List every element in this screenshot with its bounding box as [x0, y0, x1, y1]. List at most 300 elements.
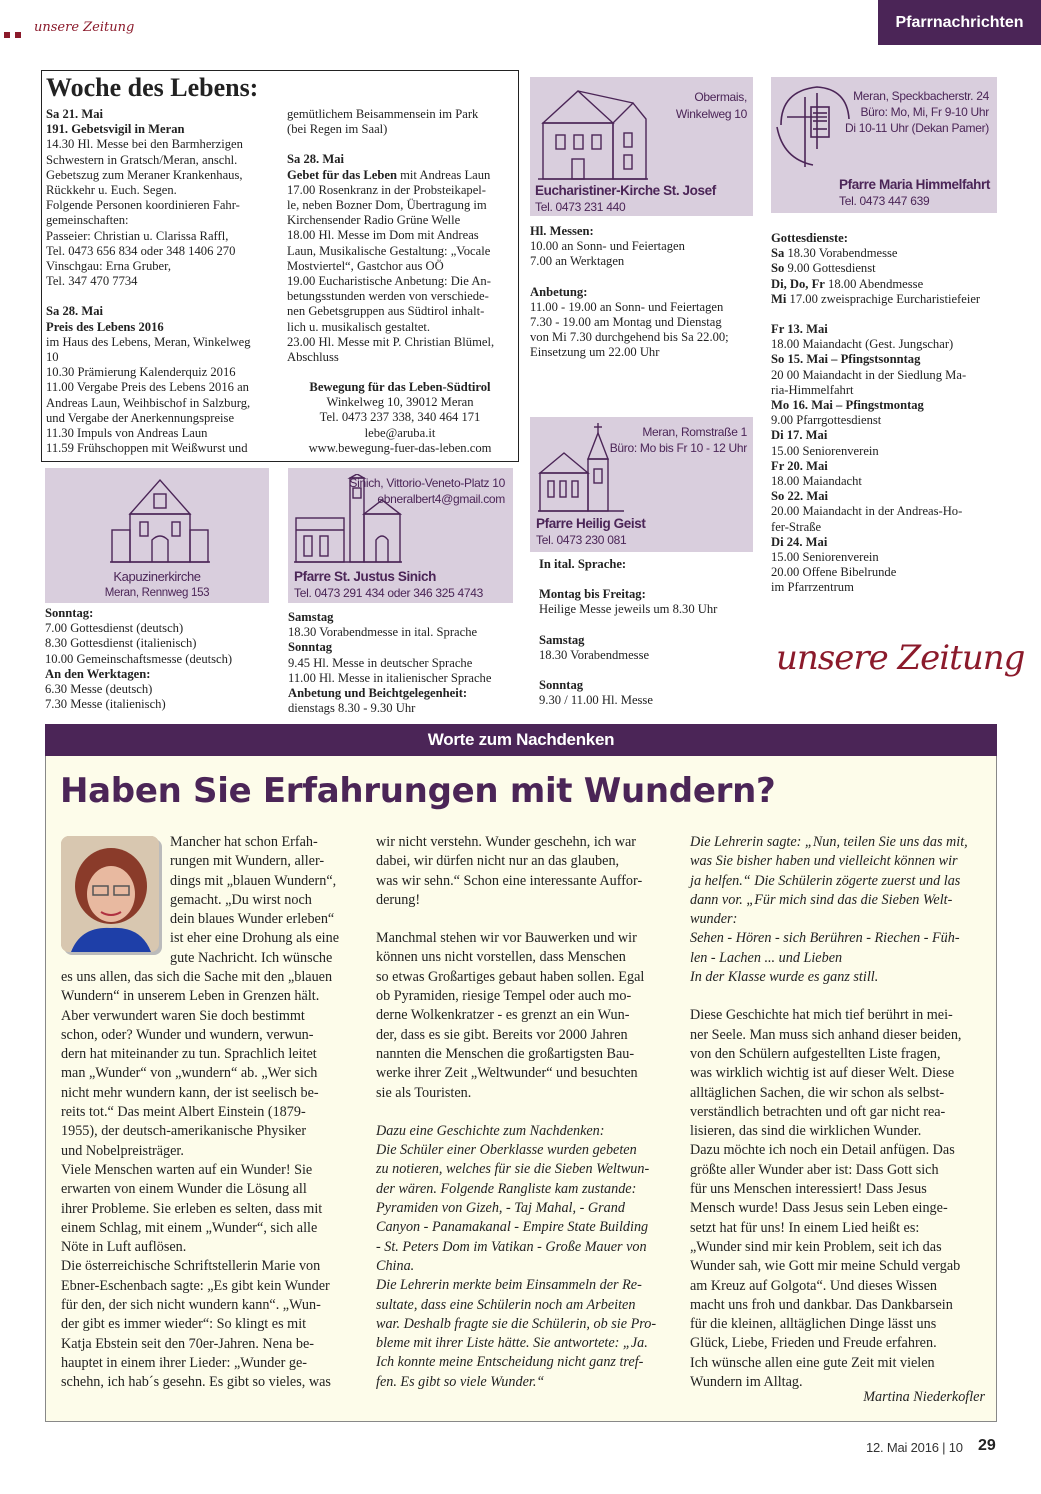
plain-text: Abschluss [287, 350, 339, 365]
plain-text: lich u. musikalisch gestaltet. [287, 319, 431, 334]
text-line [690, 1334, 985, 1353]
plain-text: Dazu möchte ich noch ein Detail anfügen. Das [690, 1142, 955, 1159]
himmelfahrt-box [771, 77, 997, 213]
text-line [771, 535, 997, 550]
text-line [376, 833, 671, 852]
kapuziner-name: Kapuzinerkirche [113, 569, 201, 584]
text-line [46, 213, 270, 228]
text-line [690, 1238, 985, 1257]
text-line [287, 289, 513, 304]
text-line [690, 929, 985, 948]
bold-text: Montag bis Freitag: [539, 587, 646, 602]
bold-text: Anbetung: [530, 284, 588, 299]
plain-text: 19.00 Eucharistische Anbetung: Die An- [287, 274, 491, 289]
text-line [690, 1122, 985, 1141]
plain-text: und Vergabe der Anerkennungspreise [46, 410, 235, 425]
plain-text: ner Seele. Man muss sich anhand dieser beiden, [690, 1026, 962, 1043]
plain-text: der, dass es sie gibt. Bereits vor 2000 Jahren [376, 1026, 628, 1043]
page-number: 29 [978, 1437, 996, 1454]
italic-text: fen. Es gibt so viele Wunder.“ [376, 1373, 545, 1390]
unsere-zeitung-logo: unsere Zeitung [776, 638, 1025, 678]
text-line [690, 1084, 985, 1103]
plain-text: Schwestern in Gratsch/Meran, anschl. [46, 152, 238, 167]
plain-text: gemütlichem Beisammensein im Park [287, 107, 479, 121]
text-line [690, 833, 985, 852]
text-line [287, 168, 513, 183]
text-line [376, 929, 671, 948]
text-line [46, 107, 270, 122]
bold-text: Sonntag [288, 640, 333, 655]
text-line [46, 183, 270, 198]
article-column-2 [376, 833, 671, 1392]
text-line [288, 686, 514, 701]
text-line [771, 398, 997, 413]
plain-text: 15.00 Seniorenverein [771, 550, 879, 565]
kapuziner-address: Meran, Rennweg 153 [104, 587, 210, 599]
bold-text: Fr 13. Mai [771, 322, 828, 337]
plain-text: im Haus des Lebens, Meran, Winkelweg [46, 334, 251, 349]
text-line [539, 648, 754, 663]
geist-schedule [539, 557, 754, 708]
plain-text: wir nicht verstehn. Wunder geschehn, ich war [376, 834, 636, 850]
plain-text: 20 00 Maiandacht in der Siedlung Ma- [771, 367, 967, 382]
text-line [288, 625, 514, 640]
plain-text: Ich wünsche allen eine gute Zeit mit vielen [690, 1354, 935, 1371]
text-line [690, 872, 985, 891]
text-line [530, 315, 755, 330]
italic-text: Ich konnte meine Entscheidung nicht ganz tref- [376, 1354, 644, 1371]
plain-text: 14.30 Hl. Messe bei den Barmherzigen [46, 137, 243, 152]
text-line [376, 1045, 671, 1064]
text-line: Mancher hat schon Erfah- [170, 834, 318, 850]
bold-text: Di, Do, Fr [771, 276, 825, 291]
text-line [287, 107, 513, 122]
text-line [771, 368, 997, 383]
text-line [539, 633, 754, 648]
text-line [45, 682, 270, 697]
header-dots [4, 27, 26, 42]
text-line [46, 198, 270, 213]
justus-email: ebneralbert4@gmail.com [377, 492, 505, 506]
text-line [690, 852, 985, 871]
justus-schedule [288, 610, 514, 716]
plain-text: 18.00 Maiandacht [771, 474, 862, 489]
text-line [45, 667, 270, 682]
plain-text: 17.00 Rosenkranz in der Probsteikapel- [287, 182, 487, 197]
text-line: Aber verwundert waren Sie doch bestimmt [61, 1007, 305, 1024]
plain-text: 15.00 Seniorenverein [771, 443, 879, 458]
text-line [771, 337, 997, 352]
plain-text: 7.00 Gottesdienst (deutsch) [45, 621, 184, 636]
text-line [46, 168, 270, 183]
bold-text: Sa 28. Mai [287, 152, 345, 167]
text-line [46, 274, 270, 289]
justus-phone: Tel. 0473 291 434 oder 346 325 4743 [294, 586, 484, 600]
text-line [376, 1141, 671, 1160]
text-line [46, 137, 270, 152]
plain-text: 11.59 Frühschoppen mit Weißwurst und [46, 441, 248, 456]
article-author: Martina Niederkofler [863, 1389, 985, 1405]
text-line [690, 1103, 985, 1122]
text-line [287, 152, 513, 167]
plain-text: dabei, wir dürfen nicht nur an das glauben, [376, 853, 620, 870]
plain-text: 9.30 / 11.00 Hl. Messe [539, 693, 653, 708]
text-line [771, 459, 997, 474]
text-line [376, 968, 671, 987]
plain-text: sie als Touristen. [376, 1084, 472, 1101]
text-line [530, 239, 755, 254]
text-line [287, 350, 513, 365]
text-line [690, 1277, 985, 1296]
italic-text: China. [376, 1257, 415, 1274]
plain-text: lisieren, das sind die wirklichen Wunder. [690, 1123, 922, 1140]
plain-text: für uns Menschen interessiert! Dass Jesus [690, 1181, 927, 1198]
justus-name: Pfarre St. Justus Sinich [294, 569, 436, 584]
text-line: dern hat miteinander zu tun. Sprachlich leitet [61, 1046, 317, 1063]
text-line: dings mit „blauen Wundern“, [170, 872, 337, 889]
text-line [376, 872, 671, 891]
plain-text: größte aller Wunder aber ist: Dass Gott sich [690, 1161, 939, 1178]
bold-text: Hl. Messen: [530, 224, 594, 238]
italic-text: sultate, dass eine Schülerin noch am Arbeiten [376, 1296, 636, 1313]
text-line [46, 411, 270, 426]
text-line [46, 320, 270, 335]
plain-text: Kirchensender Radio Grüne Welle [287, 213, 461, 228]
text-line [376, 1006, 671, 1025]
text-line [376, 1257, 671, 1276]
portrait-icon [61, 836, 159, 952]
spacer [287, 137, 513, 152]
text-line [690, 1219, 985, 1238]
text-line: 1955), der deutsch-amerikanische Physiker [61, 1123, 307, 1140]
text-line [376, 1353, 671, 1372]
text-line [287, 244, 513, 259]
text-line [530, 345, 755, 360]
plain-text: was wirklich wichtig ist auf dieser Welt. Diese [690, 1065, 955, 1082]
text-line [771, 550, 997, 565]
italic-text: der wären. Folgende Rangliste kam zustande: [376, 1180, 637, 1197]
plain-text: von den Schülern aufgestellten Liste fragen, [690, 1045, 941, 1062]
plain-text: Mensch wurde! Dass Jesus sein Leben einge- [690, 1200, 948, 1217]
plain-text: 10 [46, 350, 59, 365]
plain-text: derne Wolkenkratzer - es grenzt an ein Wun- [376, 1007, 630, 1024]
plain-text: 23.00 Hl. Messe mit P. Christian Blümel, [287, 334, 495, 349]
woche-title: Woche des Lebens: [46, 73, 259, 102]
italic-text: Die Schüler einer Oberklasse wurden gebeten [376, 1142, 637, 1159]
plain-text: fer-Straße [771, 519, 822, 534]
text-line: der gibt es immer wieder“: So klingt es mit [61, 1316, 307, 1333]
text-line [771, 520, 997, 535]
article-section: Worte zum Nachdenken [427, 730, 615, 749]
plain-text: 11.00 Vergabe Preis des Lebens 2016 an [46, 380, 249, 395]
plain-text: macht uns froh und dankbar. Das Dankbarsein [690, 1296, 953, 1313]
plain-text: 20.00 Offene Bibelrunde [771, 565, 897, 580]
justus-address-1: Sinich, Vittorio-Veneto-Platz 10 [349, 476, 505, 490]
church-geist-icon [538, 423, 624, 513]
text-line [690, 1161, 985, 1180]
woche-column-1 [46, 107, 270, 456]
italic-text: - St. Peters Dom im Vatikan - Große Mauer von [376, 1238, 647, 1255]
italic-text: Sehen - Hören - sich Berühren - Riechen - Füh- [690, 930, 960, 947]
article-column-1 [61, 968, 355, 1393]
text-line: für den, der sich nicht wundern kann“. „Wun- [61, 1297, 321, 1314]
plain-text: 7.00 an Werktagen [530, 254, 625, 269]
text-line [771, 489, 997, 504]
section-tab: Pfarrnachrichten [878, 0, 1041, 45]
bold-text: Preis des Lebens 2016 [46, 319, 164, 334]
plain-text: 10.00 Gemeinschaftsmesse (deutsch) [45, 651, 233, 666]
text-line [45, 697, 270, 712]
plain-text: 10.30 Prämierung Kalenderquiz 2016 [46, 365, 236, 380]
text-line [771, 277, 997, 292]
geist-address-1: Meran, Romstraße 1 [642, 425, 747, 439]
article-column-3 [690, 833, 985, 1392]
text-line [771, 383, 997, 398]
plain-text: Rückkehr u. Euch. Segen. [46, 183, 177, 198]
plain-text: betungsstunden werden von verschiede- [287, 289, 489, 304]
plain-text: Einsetzung um 22.00 Uhr [530, 345, 660, 360]
text-line [287, 198, 513, 213]
org-website: www.bewegung-fuer-das-leben.com [308, 440, 492, 455]
plain-text: Tel. 347 470 7734 [46, 274, 138, 289]
text-line [46, 365, 270, 380]
text-line: es uns allen, das sich die Sache mit den „blauen [61, 969, 333, 985]
plain-text: le, neben Bozner Dom, Übertragung im [287, 198, 487, 213]
text-line [288, 656, 514, 671]
kapuziner-schedule [45, 606, 270, 712]
text-line [530, 330, 755, 345]
header-logo: unsere Zeitung [34, 20, 135, 35]
spacer [376, 910, 671, 929]
text-line [376, 1122, 671, 1141]
text-line [690, 968, 985, 987]
text-line [46, 441, 270, 456]
text-line [771, 474, 997, 489]
text-line: rungen mit Wundern, aller- [170, 853, 325, 870]
italic-text: zu notieren, welches für sie die Sieben Weltwun- [376, 1161, 650, 1178]
text-line: Katja Ebstein seit den 70er-Jahren. Nena be- [61, 1335, 315, 1352]
italic-text: Dazu eine Geschichte zum Nachdenken: [376, 1122, 605, 1139]
josef-address-1: Obermais, [694, 90, 747, 104]
plain-text: was wir sehn.“ Schon eine interessante Auffor- [376, 872, 643, 889]
text-line [539, 587, 754, 602]
italic-text: was Sie bisher haben und vielleicht können wir [690, 853, 958, 870]
text-line [771, 504, 997, 519]
text-line: Die österreichische Schriftstellerin Marie von [61, 1258, 321, 1275]
text-line: ihrer Probleme. Sie erleben es selten, dass mit [61, 1200, 323, 1217]
plain-text: Heilige Messe jeweils um 8.30 Uhr [539, 602, 718, 617]
text-line [690, 910, 985, 929]
text-line [46, 304, 270, 319]
text-line [771, 292, 997, 307]
text-line [539, 557, 754, 572]
plain-text: 11.00 - 19.00 an Sonn- und Feiertagen [530, 299, 724, 314]
italic-text: len - Lachen ... und Lieben [690, 949, 843, 966]
text-line: erwarten von einem Wunder die Lösung all [61, 1181, 307, 1198]
josef-address-2: Winkelweg 10 [675, 107, 747, 121]
plain-text: Folgende Personen koordinieren Fahr- [46, 198, 240, 213]
text-line: gemacht. „Du wirst noch [170, 891, 312, 908]
woche-org [287, 380, 513, 456]
text-line [46, 396, 270, 411]
text-line [287, 320, 513, 335]
text-line [288, 610, 514, 625]
plain-text: so etwas Großartiges gebaut haben sollen. Egal [376, 968, 645, 985]
bold-text: Fr 20. Mai [771, 458, 828, 473]
text-line: schehn, ich hab´s gesehn. Es gibt so vieles, was [61, 1374, 331, 1391]
text-line [376, 948, 671, 967]
text-line [287, 335, 513, 350]
plain-text: verständlich betrachten und oft gar nicht rea- [690, 1103, 946, 1120]
text-line [771, 444, 997, 459]
italic-text: Die Lehrerin merkte beim Einsammeln der Re- [376, 1277, 642, 1294]
himmelfahrt-address-2: Büro: Mo, Mi, Fr 9-10 Uhr [860, 105, 989, 119]
text-line [288, 701, 514, 716]
italic-text: war. Deshalb fragte sie die Schülerin, ob sie Pro- [376, 1315, 657, 1332]
text-line [287, 259, 513, 274]
text-line: Wundern“ in unserem Leben in Grenzen hält. [61, 988, 320, 1005]
plain-text: für die kleinen, alltäglichen Dinge lässt uns [690, 1316, 937, 1333]
text-line [690, 1315, 985, 1334]
text-line: dein blaues Wunder erleben“ [170, 911, 335, 928]
plain-text: 18.30 Vorabendmesse [784, 246, 898, 261]
org-phone: Tel. 0473 237 338, 340 464 171 [319, 410, 481, 425]
plain-text: Wundern im Alltag. [690, 1374, 803, 1391]
bold-text: In ital. Sprache: [539, 557, 627, 571]
org-name: Bewegung für das Leben-Südtirol [309, 380, 491, 394]
text-line [376, 987, 671, 1006]
text-line [376, 891, 671, 910]
text-line: Viele Menschen warten auf ein Wunder! Sie [61, 1161, 313, 1178]
josef-box [530, 77, 753, 216]
geist-phone: Tel. 0473 230 081 [536, 533, 627, 547]
italic-text: Die Lehrerin sagte: „Nun, teilen Sie uns das mit, [690, 834, 968, 850]
text-line [288, 671, 514, 686]
plain-text: mit Andreas Laun [396, 167, 491, 182]
italic-text: wunder: [690, 911, 738, 928]
bold-text: So 22. Mai [771, 489, 829, 504]
text-line [771, 246, 997, 261]
text-line [376, 1084, 671, 1103]
text-line [690, 891, 985, 910]
text-line [376, 852, 671, 871]
plain-text: nen Gebetsgruppen aus Südtirol inhalt- [287, 304, 485, 319]
bold-text: So [771, 261, 785, 276]
org-address: Winkelweg 10, 39012 Meran [326, 395, 474, 410]
text-line [45, 652, 270, 667]
bold-text: Sa 21. Mai [46, 107, 104, 121]
plain-text: 18.30 Vorabendmesse in ital. Sprache [288, 625, 478, 640]
geist-box [530, 417, 753, 552]
text-line [539, 602, 754, 617]
spacer [376, 1103, 671, 1122]
text-line: schon, oder? Wunder und wundern, verwun- [61, 1026, 314, 1043]
text-line [46, 350, 270, 365]
text-line [376, 1160, 671, 1179]
bold-text: Samstag [288, 610, 334, 624]
text-line [46, 153, 270, 168]
spacer [539, 618, 754, 633]
bold-text: Sa 28. Mai [46, 304, 104, 319]
spacer [690, 987, 985, 1006]
text-line [46, 380, 270, 395]
italic-text: ja helfen.“ Die Schülerin zögerte zuerst und las [690, 872, 961, 889]
spacer [539, 572, 754, 587]
plain-text: Passeier: Christian u. Clarissa Raffl, [46, 228, 229, 243]
text-line [287, 183, 513, 198]
plain-text: setzt hat für uns! In einem Lied heißt es: [690, 1219, 920, 1236]
himmelfahrt-name: Pfarre Maria Himmelfahrt [839, 177, 990, 192]
kapuziner-box [45, 468, 269, 603]
text-line [690, 1006, 985, 1025]
text-line [690, 1199, 985, 1218]
plain-text: 20.00 Maiandacht in der Andreas-Ho- [771, 504, 963, 519]
plain-text: 7.30 Messe (italienisch) [45, 697, 166, 712]
text-line [690, 1026, 985, 1045]
text-line [530, 224, 755, 239]
plain-text: können uns nicht vorstellen, dass Menschen [376, 949, 626, 966]
text-line [287, 122, 513, 137]
bold-text: Samstag [539, 632, 585, 647]
himmelfahrt-schedule [771, 231, 997, 596]
plain-text: 9.00 Pfarrgottesdienst [771, 413, 882, 428]
plain-text: 7.30 - 19.00 am Montag und Dienstag [530, 315, 722, 330]
plain-text: Glück, Liebe, Frieden und Freude erfahren. [690, 1335, 937, 1352]
text-line [376, 1334, 671, 1353]
text-line [690, 1141, 985, 1160]
text-line [287, 274, 513, 289]
plain-text: 18.00 Abendmesse [824, 276, 924, 291]
text-line [530, 300, 755, 315]
plain-text: Andreas Laun, Weihbischof in Salzburg, [46, 395, 251, 410]
footer-date: 12. Mai 2016 | 10 [866, 1440, 963, 1455]
josef-phone: Tel. 0473 231 440 [535, 200, 626, 214]
plain-text: von Mi 7.30 durchgehend bis Sa 22.00; [530, 330, 729, 345]
spacer [46, 289, 270, 304]
church-josef-icon [538, 83, 648, 181]
plain-text: 17.00 zweisprachige Eurcharistiefeier [786, 291, 981, 306]
text-line [376, 1315, 671, 1334]
plain-text: werke ihrer Zeit „Weltwunder“ und besuchten [376, 1065, 638, 1082]
text-line: hauptet in einem ihrer Lieder: „Wunder ge- [61, 1354, 308, 1371]
plain-text: „Wunder sind mir kein Problem, seit ich das [690, 1238, 942, 1255]
bold-text: Gottesdienste: [771, 231, 848, 245]
josef-schedule [530, 224, 755, 361]
text-line [376, 1064, 671, 1083]
italic-text: dann vor. „Für mich sind das die Sieben Welt- [690, 891, 953, 908]
text-line [771, 413, 997, 428]
text-line [690, 1180, 985, 1199]
author-photo [61, 836, 159, 952]
text-line: man „Wunder“ von „wundern“ ab. „Wer sich [61, 1065, 318, 1082]
bold-text: Mo 16. Mai – Pfingstmontag [771, 398, 924, 413]
text-line [376, 1180, 671, 1199]
josef-name: Eucharistiner-Kirche St. Josef [535, 183, 716, 198]
text-line [539, 693, 754, 708]
bold-text: Di 24. Mai [771, 534, 828, 549]
org-email: lebe@aruba.it [364, 425, 436, 440]
article-column-1-intro [170, 833, 355, 968]
justus-box [288, 468, 513, 603]
text-line: Ebner-Eschenbach sagte: „Es gibt kein Wunder [61, 1277, 330, 1294]
article-title: Haben Sie Erfahrungen mit Wundern? [60, 771, 776, 811]
plain-text: 18.00 Maiandacht (Gest. Jungschar) [771, 337, 954, 352]
text-line [771, 261, 997, 276]
bold-text: Di 17. Mai [771, 428, 828, 443]
plain-text: 9.00 Gottesdienst [784, 261, 876, 276]
text-line [376, 1026, 671, 1045]
text-line [690, 1045, 985, 1064]
